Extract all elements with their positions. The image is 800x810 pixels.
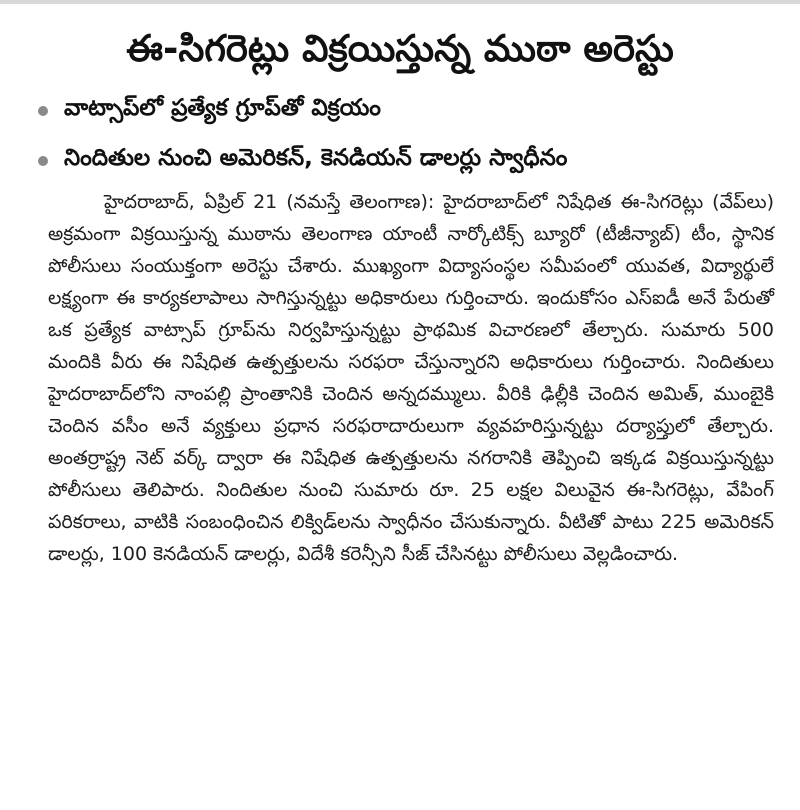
subheadline-text: నిందితుల నుంచి అమెరికన్, కెనడియన్ డాలర్లు స్వాధీనం [64,145,568,171]
cropped-next-headline [48,794,780,810]
subheadline-list [38,86,780,186]
bullet-icon [38,156,48,166]
subheadline-item [38,86,780,136]
article-headline: ఈ-సిగరెట్లు విక్రయిస్తున్న ముఠా అరెస్టు [126,27,674,70]
subheadline-item [38,136,780,186]
subheadline-text: వాట్సాప్‌లో ప్రత్యేక గ్రూప్‌తో విక్రయం [64,95,381,121]
article-body: హైదరాబాద్, ఏప్రిల్ 21 (నమస్తే తెలంగాణ): హైదరాబాద్‌లో నిషేధిత ఈ-సిగరెట్లు (వేప్‌లు) అక్రమంగా విక్రయిస్తున్న ముఠాను తెలంగాణ యాంటీ నార్కోటిక్స్ బ్యూరో (టీజీన్యాబ్) టీం, స్థానిక పోలీసులు సంయుక్తంగా అరెస్టు చేశారు. ముఖ్యంగా విద్యాసంస్థల సమీపంలో యువత, విద్యార్థులే లక్ష్యంగా ఈ కార్యకలాపాలు సాగిస్తున్నట్టు అధికారులు గుర్తించారు. ఇందుకోసం ఎస్ఐడీ అనే పేరుతో ఒక ప్రత్యేక వాట్సాప్ గ్రూప్‌ను నిర్వహిస్తున్నట్టు ప్రాథమిక విచారణలో తేల్చారు. సుమారు 500 మందికి వీరు ఈ నిషేధిత ఉత్పత్తులను సరఫరా చేస్తున్నారని అధికారులు గుర్తించారు. నిందితులు హైదరాబాద్‌లోని నాంపల్లి ప్రాంతానికి చెందిన అన్నదమ్ములు. వీరికి ఢిల్లీకి చెందిన అమిత్, ముంబైకి చెందిన వసీం అనే వ్యక్తులు ప్రధాన సరఫరాదారులుగా వ్యవహరిస్తున్నట్టు దర్యాప్తులో తేల్చారు. అంతర్రాష్ట్ర నెట్ వర్క్ ద్వారా ఈ నిషేధిత ఉత్పత్తులను నగరానికి తెప్పించి ఇక్కడ విక్రయిస్తున్నట్టు పోలీసులు తెలిపారు. నిందితుల నుంచి సుమారు రూ. 25 లక్షల విలువైన ఈ-సిగరెట్లు, వేపింగ్ పరికరాలు, వాటికి సంబంధించిన లిక్విడ్‌లను స్వాధీనం చేసుకున్నారు. వీటితో పాటు 225 అమెరికన్ డాలర్లు, 100 కెనడియన్ డాలర్లు, విదేశీ కరెన్సీని సీజ్ చేసినట్టు పోలీసులు వెల్లడించారు. [48,191,774,565]
top-divider [0,0,800,4]
bullet-icon [38,106,48,116]
